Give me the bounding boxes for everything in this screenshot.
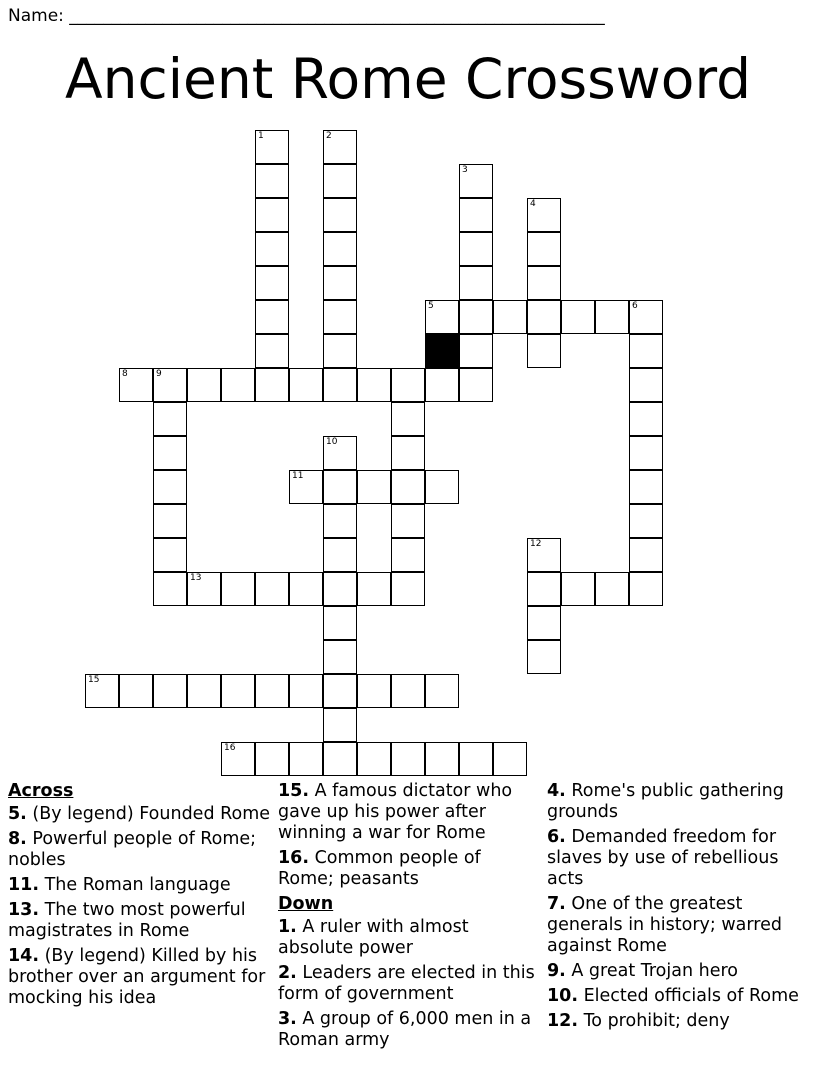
grid-cell[interactable] bbox=[255, 164, 289, 198]
grid-cell[interactable] bbox=[153, 402, 187, 436]
clue-number-label: 11 bbox=[292, 471, 304, 481]
clue-number: 3. bbox=[278, 1009, 297, 1029]
clue-text: A famous dictator who gave up his power after winning a war for Rome bbox=[278, 781, 513, 843]
grid-cell[interactable] bbox=[527, 334, 561, 368]
clue-number: 15. bbox=[278, 781, 310, 801]
grid-cell[interactable] bbox=[153, 674, 187, 708]
clue-number: 10. bbox=[547, 986, 579, 1006]
grid-cell[interactable] bbox=[255, 198, 289, 232]
clue-text: A great Trojan hero bbox=[565, 961, 739, 981]
grid-cell[interactable] bbox=[323, 130, 357, 164]
grid-cell[interactable] bbox=[459, 368, 493, 402]
grid-cell[interactable] bbox=[459, 300, 493, 334]
grid-cell[interactable] bbox=[255, 572, 289, 606]
down-heading: Down bbox=[278, 894, 334, 914]
clue-item bbox=[278, 917, 540, 959]
clue-text: Demanded freedom for slaves by use of rebellious acts bbox=[547, 827, 779, 889]
grid-cell[interactable] bbox=[527, 640, 561, 674]
grid-cell[interactable] bbox=[255, 334, 289, 368]
grid-cell[interactable] bbox=[391, 368, 425, 402]
grid-cell[interactable] bbox=[323, 334, 357, 368]
grid-cell[interactable] bbox=[357, 674, 391, 708]
page-title: Ancient Rome Crossword bbox=[65, 47, 751, 111]
grid-cell[interactable] bbox=[187, 572, 221, 606]
clue-number-label: 10 bbox=[326, 437, 338, 447]
grid-cell[interactable] bbox=[153, 368, 187, 402]
grid-cell[interactable] bbox=[391, 742, 425, 776]
clue-item bbox=[547, 1011, 809, 1032]
clue-text: Rome's public gathering grounds bbox=[547, 781, 784, 822]
grid-cell[interactable] bbox=[425, 300, 459, 334]
clue-number: 9. bbox=[547, 961, 566, 981]
clue-number-label: 1 bbox=[258, 131, 264, 141]
grid-cell[interactable] bbox=[459, 164, 493, 198]
grid-cell[interactable] bbox=[323, 198, 357, 232]
grid-cell[interactable] bbox=[289, 572, 323, 606]
grid-cell[interactable] bbox=[323, 606, 357, 640]
grid-cell[interactable] bbox=[391, 504, 425, 538]
grid-cell[interactable] bbox=[595, 572, 629, 606]
clue-number-label: 9 bbox=[156, 369, 162, 379]
grid-cell[interactable] bbox=[255, 368, 289, 402]
clue-item bbox=[547, 961, 809, 982]
clue-item bbox=[8, 900, 270, 942]
across-clue-list bbox=[8, 804, 270, 1009]
clue-text: To prohibit; deny bbox=[578, 1011, 730, 1031]
grid-cell[interactable] bbox=[527, 266, 561, 300]
grid-cell[interactable] bbox=[255, 742, 289, 776]
grid-cell[interactable] bbox=[119, 674, 153, 708]
grid-cell[interactable] bbox=[459, 232, 493, 266]
grid-cell[interactable] bbox=[527, 300, 561, 334]
grid-cell[interactable] bbox=[289, 470, 323, 504]
grid-cell[interactable] bbox=[425, 470, 459, 504]
grid-cell[interactable] bbox=[629, 300, 663, 334]
down-clue-list-continued bbox=[547, 781, 809, 1032]
grid-cell[interactable] bbox=[425, 368, 459, 402]
clue-item bbox=[8, 804, 270, 825]
grid-cell[interactable] bbox=[357, 470, 391, 504]
grid-cell[interactable] bbox=[629, 572, 663, 606]
grid-cell[interactable] bbox=[255, 674, 289, 708]
grid-cell[interactable] bbox=[119, 368, 153, 402]
clues-column-3 bbox=[547, 781, 809, 1036]
clue-number-label: 15 bbox=[88, 675, 100, 685]
grid-cell[interactable] bbox=[391, 402, 425, 436]
grid-cell[interactable] bbox=[357, 368, 391, 402]
black-square bbox=[425, 334, 459, 368]
grid-cell[interactable] bbox=[323, 470, 357, 504]
grid-cell[interactable] bbox=[425, 742, 459, 776]
clue-item bbox=[547, 894, 809, 957]
grid-cell[interactable] bbox=[255, 130, 289, 164]
grid-cell[interactable] bbox=[527, 572, 561, 606]
grid-cell[interactable] bbox=[391, 572, 425, 606]
clue-item bbox=[8, 946, 270, 1009]
grid-cell[interactable] bbox=[459, 266, 493, 300]
clues-column-2 bbox=[278, 781, 540, 1055]
grid-cell[interactable] bbox=[629, 504, 663, 538]
grid-cell[interactable] bbox=[187, 368, 221, 402]
grid-cell[interactable] bbox=[391, 674, 425, 708]
grid-cell[interactable] bbox=[323, 504, 357, 538]
grid-cell[interactable] bbox=[323, 674, 357, 708]
grid-cell[interactable] bbox=[459, 742, 493, 776]
grid-cell[interactable] bbox=[323, 742, 357, 776]
clue-number: 1. bbox=[278, 917, 297, 937]
grid-cell[interactable] bbox=[629, 334, 663, 368]
grid-cell[interactable] bbox=[561, 572, 595, 606]
grid-cell[interactable] bbox=[595, 300, 629, 334]
grid-cell[interactable] bbox=[459, 334, 493, 368]
clue-text: (By legend) Founded Rome bbox=[26, 804, 271, 824]
grid-cell[interactable] bbox=[323, 436, 357, 470]
grid-cell[interactable] bbox=[357, 572, 391, 606]
clue-item bbox=[547, 827, 809, 890]
grid-cell[interactable] bbox=[425, 674, 459, 708]
grid-cell[interactable] bbox=[629, 470, 663, 504]
clue-text: Powerful people of Rome; nobles bbox=[8, 829, 257, 870]
clue-number: 6. bbox=[547, 827, 566, 847]
grid-cell[interactable] bbox=[289, 674, 323, 708]
clue-number: 2. bbox=[278, 963, 297, 983]
grid-cell[interactable] bbox=[323, 368, 357, 402]
grid-cell[interactable] bbox=[629, 402, 663, 436]
clue-number: 4. bbox=[547, 781, 566, 801]
clue-text: A group of 6,000 men in a Roman army bbox=[278, 1009, 532, 1050]
clue-number-label: 4 bbox=[530, 199, 536, 209]
clue-number: 5. bbox=[8, 804, 27, 824]
grid-cell[interactable] bbox=[153, 504, 187, 538]
clue-text: A ruler with almost absolute power bbox=[278, 917, 469, 958]
grid-cell[interactable] bbox=[493, 300, 527, 334]
clue-number-label: 3 bbox=[462, 165, 468, 175]
clue-item bbox=[278, 963, 540, 1005]
grid-cell[interactable] bbox=[323, 572, 357, 606]
grid-cell[interactable] bbox=[187, 674, 221, 708]
grid-cell[interactable] bbox=[221, 742, 255, 776]
clue-number: 8. bbox=[8, 829, 27, 849]
grid-cell[interactable] bbox=[323, 640, 357, 674]
grid-cell[interactable] bbox=[629, 368, 663, 402]
grid-cell[interactable] bbox=[561, 300, 595, 334]
grid-cell[interactable] bbox=[323, 164, 357, 198]
clues-column-1 bbox=[8, 781, 270, 1013]
name-field-line: Name: _______________________________________________________________ bbox=[8, 6, 605, 26]
grid-cell[interactable] bbox=[459, 198, 493, 232]
grid-cell[interactable] bbox=[255, 300, 289, 334]
grid-cell[interactable] bbox=[527, 232, 561, 266]
grid-cell[interactable] bbox=[221, 674, 255, 708]
grid-cell[interactable] bbox=[527, 606, 561, 640]
clue-number-label: 2 bbox=[326, 131, 332, 141]
grid-cell[interactable] bbox=[221, 368, 255, 402]
grid-cell[interactable] bbox=[153, 572, 187, 606]
down-clue-list bbox=[278, 917, 540, 1051]
clue-item bbox=[8, 875, 270, 896]
across-heading: Across bbox=[8, 781, 74, 801]
clue-item bbox=[278, 1009, 540, 1051]
grid-cell[interactable] bbox=[255, 232, 289, 266]
clue-item bbox=[547, 781, 809, 823]
grid-cell[interactable] bbox=[255, 266, 289, 300]
clue-number-label: 8 bbox=[122, 369, 128, 379]
grid-cell[interactable] bbox=[391, 436, 425, 470]
grid-cell[interactable] bbox=[323, 300, 357, 334]
clue-item bbox=[547, 986, 809, 1007]
grid-cell[interactable] bbox=[391, 470, 425, 504]
across-clue-list-continued bbox=[278, 781, 540, 890]
clue-number: 12. bbox=[547, 1011, 579, 1031]
grid-cell[interactable] bbox=[289, 368, 323, 402]
clue-item bbox=[278, 781, 540, 844]
grid-cell[interactable] bbox=[357, 742, 391, 776]
grid-cell[interactable] bbox=[153, 436, 187, 470]
clue-text: One of the greatest generals in history; warred against Rome bbox=[547, 894, 782, 956]
grid-cell[interactable] bbox=[323, 266, 357, 300]
clue-item bbox=[278, 848, 540, 890]
grid-cell[interactable] bbox=[527, 538, 561, 572]
clue-text: The two most powerful magistrates in Rome bbox=[8, 900, 246, 941]
clue-number-label: 16 bbox=[224, 743, 236, 753]
grid-cell[interactable] bbox=[323, 538, 357, 572]
grid-cell[interactable] bbox=[629, 538, 663, 572]
grid-cell[interactable] bbox=[323, 708, 357, 742]
grid-cell[interactable] bbox=[391, 538, 425, 572]
grid-cell[interactable] bbox=[153, 538, 187, 572]
grid-cell[interactable] bbox=[527, 198, 561, 232]
clue-number-label: 6 bbox=[632, 301, 638, 311]
clue-text: Common people of Rome; peasants bbox=[278, 848, 481, 889]
clue-text: Elected officials of Rome bbox=[578, 986, 799, 1006]
grid-cell[interactable] bbox=[629, 436, 663, 470]
clue-number-label: 5 bbox=[428, 301, 434, 311]
clue-text: The Roman language bbox=[39, 875, 231, 895]
grid-cell[interactable] bbox=[221, 572, 255, 606]
clue-number-label: 12 bbox=[530, 539, 542, 549]
clue-number-label: 13 bbox=[190, 573, 202, 583]
grid-cell[interactable] bbox=[85, 674, 119, 708]
clue-number: 7. bbox=[547, 894, 566, 914]
clue-number: 13. bbox=[8, 900, 40, 920]
grid-cell[interactable] bbox=[289, 742, 323, 776]
clue-number: 16. bbox=[278, 848, 310, 868]
clue-number: 11. bbox=[8, 875, 40, 895]
clue-item bbox=[8, 829, 270, 871]
clue-number: 14. bbox=[8, 946, 40, 966]
grid-cell[interactable] bbox=[323, 232, 357, 266]
grid-cell[interactable] bbox=[153, 470, 187, 504]
clue-text: (By legend) Killed by his brother over an argument for mocking his idea bbox=[8, 946, 266, 1008]
grid-cell[interactable] bbox=[493, 742, 527, 776]
clue-text: Leaders are elected in this form of government bbox=[278, 963, 535, 1004]
